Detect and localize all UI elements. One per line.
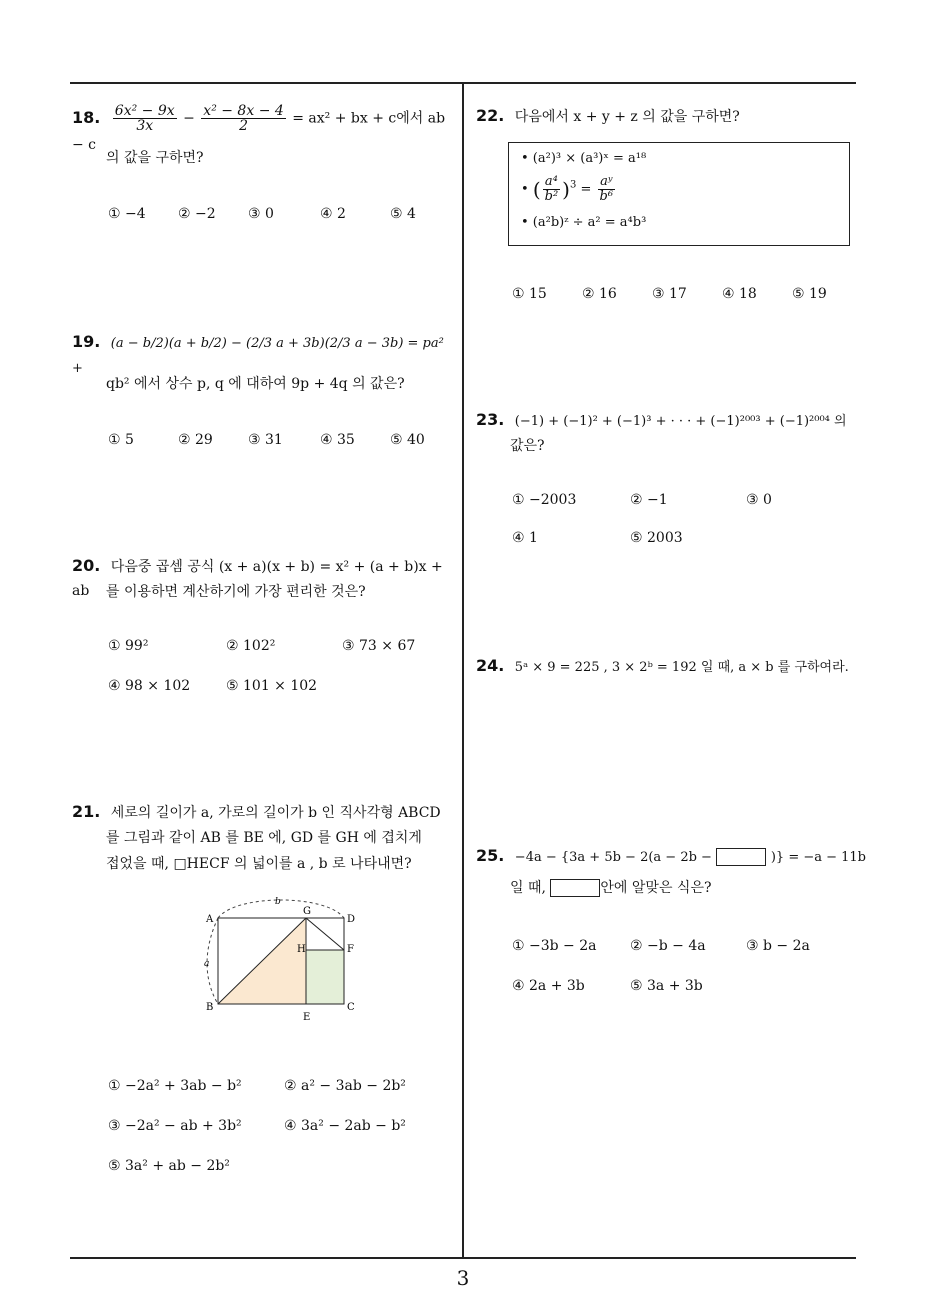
question-19-line2: qb² 에서 상수 p, q 에 대하여 9p + 4q 의 값은?	[106, 376, 405, 392]
condition-3: • (a²b)ᶻ ÷ a² = a⁴b³	[521, 215, 647, 230]
q18-option-2[interactable]: ② −2	[178, 206, 216, 222]
question-21	[72, 800, 457, 825]
question-number: 19.	[72, 332, 101, 351]
question-21-line3: 접었을 때, □HECF 의 넓이를 a , b 로 나타내면?	[106, 856, 412, 872]
q19-option-4[interactable]: ④ 35	[320, 432, 355, 448]
q21-option-2[interactable]: ② a² − 3ab − 2b²	[284, 1078, 406, 1094]
q23-option-2[interactable]: ② −1	[630, 492, 668, 508]
question-21-line2: 를 그림과 같이 AB 를 BE 에, GD 를 GH 에 겹치게	[106, 830, 422, 846]
q22-option-5[interactable]: ⑤ 19	[792, 286, 827, 302]
q25-option-2[interactable]: ② −b − 4a	[630, 938, 706, 954]
rectangle-fold-figure	[196, 894, 366, 1024]
page-number: 3	[456, 1266, 470, 1290]
question-number: 20.	[72, 556, 101, 575]
question-number: 22.	[476, 106, 505, 125]
question-23-line2: 값은?	[510, 438, 545, 454]
question-19-line1: (a − b/2)(a + b/2) − (2/3 a + 3b)(2/3 a − 3b) = pa² +	[72, 336, 444, 376]
q25-option-4[interactable]: ④ 2a + 3b	[512, 978, 585, 994]
q23-option-4[interactable]: ④ 1	[512, 530, 538, 546]
label-g-vertex: G	[303, 906, 311, 917]
q20-option-1[interactable]: ① 99²	[108, 638, 149, 654]
q25-option-3[interactable]: ③ b − 2a	[746, 938, 810, 954]
hecf-region	[306, 950, 344, 1004]
q18-option-4[interactable]: ④ 2	[320, 206, 346, 222]
q21-option-5[interactable]: ⑤ 3a² + ab − 2b²	[108, 1158, 230, 1174]
q22-option-1[interactable]: ① 15	[512, 286, 547, 302]
fold-line-gf	[306, 918, 344, 950]
label-a-vertex: A	[206, 914, 214, 925]
label-e-vertex: E	[303, 1012, 311, 1023]
question-24	[476, 654, 861, 680]
question-24-line1: 5ᵃ × 9 = 225 , 3 × 2ᵇ = 192 일 때, a × b 를 구하여라.	[514, 660, 849, 675]
q23-option-3[interactable]: ③ 0	[746, 492, 772, 508]
q25-option-1[interactable]: ① −3b − 2a	[512, 938, 597, 954]
q18-option-1[interactable]: ① −4	[108, 206, 146, 222]
answer-blank-box[interactable]	[716, 848, 766, 866]
q20-option-5[interactable]: ⑤ 101 × 102	[226, 678, 318, 694]
q23-option-1[interactable]: ① −2003	[512, 492, 577, 508]
q21-option-4[interactable]: ④ 3a² − 2ab − b²	[284, 1118, 406, 1134]
q18-option-5[interactable]: ⑤ 4	[390, 206, 416, 222]
equation-rhs: = ax² + bx + c에서 ab − c	[72, 110, 446, 153]
q22-option-2[interactable]: ② 16	[582, 286, 617, 302]
bottom-rule	[70, 1257, 856, 1259]
q22-option-4[interactable]: ④ 18	[722, 286, 757, 302]
answer-blank-box[interactable]	[550, 879, 600, 897]
arc-b	[218, 900, 344, 918]
condition-1: • (a²)³ × (a³)ˣ = a¹⁸	[521, 151, 647, 166]
q25-option-5[interactable]: ⑤ 3a + 3b	[630, 978, 703, 994]
question-18-line2: 의 값을 구하면?	[106, 150, 204, 166]
question-22	[476, 104, 856, 129]
fraction-1: $\frac{\text{6x² − 9x}}{3x}$	[114, 103, 175, 134]
q20-option-3[interactable]: ③ 73 × 67	[342, 638, 416, 654]
question-25-line2: 일 때, 안에 알맞은 식은?	[510, 880, 712, 896]
question-number: 23.	[476, 410, 505, 429]
q21-option-3[interactable]: ③ −2a² − ab + 3b²	[108, 1118, 242, 1134]
question-23-line1: (−1) + (−1)² + (−1)³ + · · · + (−1)²⁰⁰³ + (−1)²⁰⁰⁴ 의	[514, 414, 847, 429]
minus-sign: −	[183, 110, 195, 127]
question-number: 21.	[72, 802, 101, 821]
label-c-vertex: C	[347, 1002, 355, 1013]
question-22-line1: 다음에서 x + y + z 의 값을 구하면?	[514, 109, 740, 125]
q19-option-3[interactable]: ③ 31	[248, 432, 283, 448]
label-b-vertex: B	[206, 1002, 214, 1013]
question-25-expr-a: −4a − {3a + 5b − 2(a − 2b −	[514, 850, 712, 865]
q19-option-1[interactable]: ① 5	[108, 432, 134, 448]
label-h-vertex: H	[297, 944, 306, 955]
q21-option-1[interactable]: ① −2a² + 3ab − b²	[108, 1078, 242, 1094]
column-divider	[462, 82, 464, 1258]
question-number: 18.	[72, 107, 101, 127]
q19-option-2[interactable]: ② 29	[178, 432, 213, 448]
fraction-2: $\frac{\text{x² − 8x − 4}}{2}$	[203, 103, 284, 134]
label-side-a: a	[204, 959, 210, 969]
label-side-b: b	[275, 897, 281, 907]
q19-option-5[interactable]: ⑤ 40	[390, 432, 425, 448]
question-21-line1: 세로의 길이가 a, 가로의 길이가 b 인 직사각형 ABCD	[110, 805, 441, 821]
conditions-box	[508, 142, 850, 246]
question-25-expr-b: )} = −a − 11b	[770, 850, 867, 865]
question-number: 25.	[476, 846, 505, 865]
question-20-line1: 다음중 곱셈 공식 (x + a)(x + b) = x² + (a + b)x + ab	[72, 559, 443, 599]
question-23	[476, 408, 861, 434]
q18-option-3[interactable]: ③ 0	[248, 206, 274, 222]
q20-option-2[interactable]: ② 102²	[226, 638, 276, 654]
condition-2: • ( $\frac{\text{a⁴}}{\text{b²}}$ )$^3$ = $\frac{\text{aʸ}}{\text{b⁶}}$	[521, 174, 614, 204]
question-20-line2: 를 이용하면 계산하기에 가장 편리한 것은?	[106, 584, 366, 600]
question-25	[476, 844, 867, 870]
q22-option-3[interactable]: ③ 17	[652, 286, 687, 302]
label-d-vertex: D	[347, 914, 356, 925]
q20-option-4[interactable]: ④ 98 × 102	[108, 678, 191, 694]
question-number: 24.	[476, 656, 505, 675]
q23-option-5[interactable]: ⑤ 2003	[630, 530, 683, 546]
label-f-vertex: F	[347, 944, 354, 955]
